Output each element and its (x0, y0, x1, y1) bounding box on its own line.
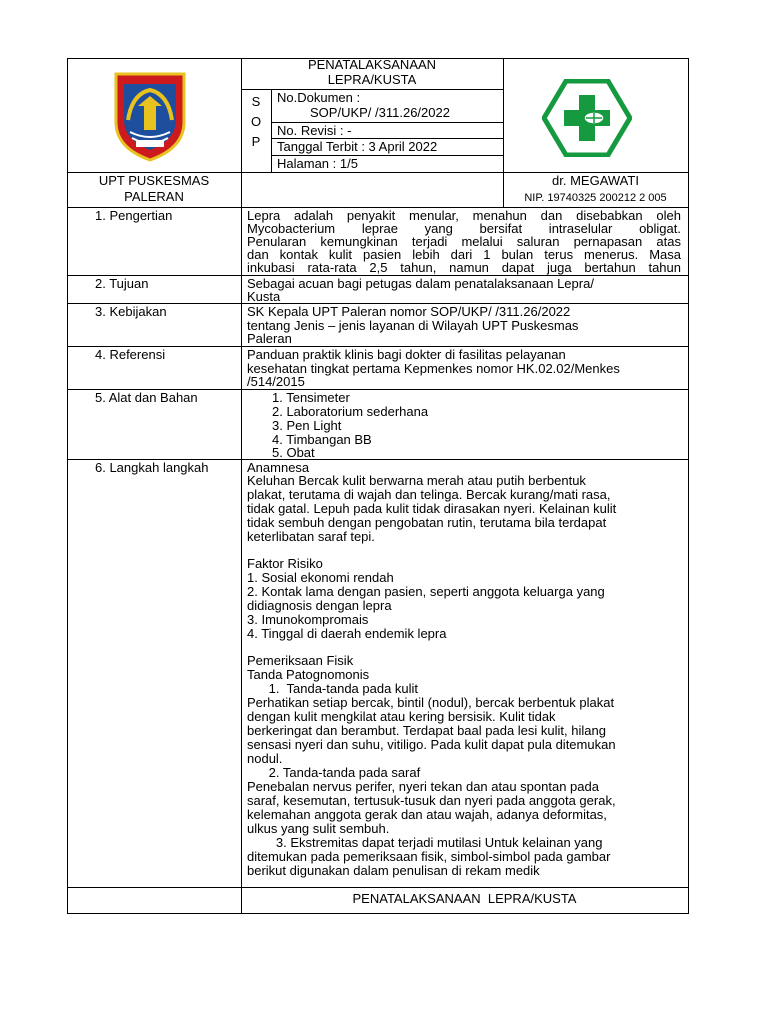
langkah-line: ulkus yang sulit sembuh. (247, 821, 390, 836)
unit-name-line2: PALERAN (124, 189, 184, 204)
pengertian-label: 1. Pengertian (95, 208, 173, 223)
kebijakan-text-line: tentang Jenis – jenis layanan di Wilayah UPT Puskesmas (247, 318, 579, 333)
tujuan-label: 2. Tujuan (95, 276, 149, 291)
kebijakan-text-line: Paleran (247, 331, 292, 346)
alat-item: 4. Timbangan BB (272, 432, 372, 447)
langkah-line: keterlibatan saraf tepi. (247, 529, 375, 544)
langkah-line: Tanda Patognomonis (247, 667, 370, 682)
tujuan-text-line: Kusta (247, 289, 281, 304)
no-dokumen-label: No.Dokumen : (277, 90, 361, 105)
langkah-line: tidak gatal. Lepuh pada kulit tidak dirasakan nyeri. Kelainan kulit (247, 501, 617, 516)
alat-item: 2. Laboratorium sederhana (272, 404, 429, 419)
kebijakan-label: 3. Kebijakan (95, 304, 167, 319)
langkah-line: nodul. (247, 751, 283, 766)
kebijakan-text-line: SK Kepala UPT Paleran nomor SOP/UKP/ /311.26/2022 (247, 304, 571, 319)
alat-item: 5. Obat (272, 445, 315, 460)
langkah-line: didiagnosis dengan lepra (247, 598, 392, 613)
referensi-label: 4. Referensi (95, 347, 166, 362)
tanggal-terbit: Tanggal Terbit : 3 April 2022 (277, 139, 438, 154)
langkah-line: 2. Kontak lama dengan pasien, seperti anggota keluarga yang (247, 584, 605, 599)
langkah-line: berikut digunakan dalam penulisan di rekam medik (247, 863, 540, 878)
signer-nip: NIP. 19740325 200212 2 005 (524, 192, 667, 204)
langkah-line: kelemahan anggota gerak dan atau wajah, adanya deformitas, (247, 807, 607, 822)
langkah-line: dengan kulit mengkilat atau kering bersisik. Kulit tidak (247, 709, 556, 724)
langkah-line: 1. Tanda-tanda pada kulit (247, 681, 419, 696)
langkah-line: Pemeriksaan Fisik (247, 653, 354, 668)
langkah-line: sensasi nyeri dan suhu, vitiligo. Pada kulit dapat pula ditemukan (247, 737, 616, 752)
no-dokumen-value: SOP/UKP/ /311.26/2022 (310, 105, 450, 120)
pengertian-text-line: Mycobacterium leprae yang bersifat intraselular obligat. (247, 221, 681, 236)
langkah-line: berkeringat dan berambut. Terdapat baal pada lesi kulit, hilang (247, 723, 606, 738)
langkah-line: 3. Imunokompromais (247, 612, 369, 627)
document-title-line1: PENATALAKSANAAN (307, 57, 437, 72)
pengertian-text-line: Penularan kemungkinan terjadi melalui saluran pernapasan atas (247, 234, 681, 249)
referensi-text-line: Panduan praktik klinis bagi dokter di fasilitas pelayanan (247, 347, 566, 362)
langkah-line: saraf, kesemutan, tertusuk-tusuk dan nyeri pada anggota gerak, (247, 793, 616, 808)
langkah-line: Keluhan Bercak kulit berwarna merah atau putih berbentuk (247, 473, 586, 488)
langkah-line: ditemukan pada pemeriksaan fisik, simbol-simbol pada gambar (247, 849, 611, 864)
signer-name: dr. MEGAWATI (552, 173, 639, 188)
alat-item: 3. Pen Light (272, 418, 342, 433)
tujuan-text-line: Sebagai acuan bagi petugas dalam penatalaksanaan Lepra/ (247, 276, 594, 291)
pengertian-text-line: Lepra adalah penyakit menular, menahun dan disebabkan oleh (247, 208, 681, 223)
footer-title: PENATALAKSANAAN LEPRA/KUSTA (352, 891, 577, 906)
langkah-label: 6. Langkah langkah (95, 460, 209, 475)
no-revisi: No. Revisi : - (277, 123, 352, 138)
pengertian-text-line: dan kontak kulit pasien lebih dari 1 bulan terus menerus. Masa (247, 247, 681, 262)
puskesmas-logo (542, 79, 632, 157)
langkah-line: 3. Ekstremitas dapat terjadi mutilasi Untuk kelainan yang (247, 835, 603, 850)
alat-item: 1. Tensimeter (272, 390, 350, 405)
langkah-line: Perhatikan setiap bercak, bintil (nodul), bercak berbentuk plakat (247, 695, 615, 710)
langkah-line: 1. Sosial ekonomi rendah (247, 570, 394, 585)
pengertian-text-line: inkubasi rata-rata 2,5 tahun, namun dapat juga bertahun tahun (247, 260, 681, 275)
langkah-line: Faktor Risiko (247, 556, 323, 571)
langkah-line: Anamnesa (247, 460, 310, 475)
langkah-line: plakat, terutama di wajah dan telinga. Bercak kurang/mati rasa, (247, 487, 611, 502)
unit-name-line1: UPT PUSKESMAS (98, 173, 210, 188)
langkah-line: 2. Tanda-tanda pada saraf (247, 765, 421, 780)
regency-emblem-logo (112, 70, 188, 162)
halaman: Halaman : 1/5 (277, 156, 358, 171)
document-title-line2: LEPRA/KUSTA (327, 72, 417, 87)
langkah-line: 4. Tinggal di daerah endemik lepra (247, 626, 447, 641)
referensi-text-line: kesehatan tingkat pertama Kepmenkes nomor HK.02.02/Menkes (247, 361, 620, 376)
langkah-line: Penebalan nervus perifer, nyeri tekan dan atau spontan pada (247, 779, 599, 794)
sop-letter-o: O (250, 114, 262, 129)
sop-letter-s: S (251, 94, 261, 109)
referensi-text-line: /514/2015 (247, 374, 305, 389)
alat-bahan-label: 5. Alat dan Bahan (95, 390, 198, 405)
langkah-line: tidak sembuh dengan pengobatan rutin, terutama bila terdapat (247, 515, 607, 530)
sop-letter-p: P (251, 134, 261, 149)
